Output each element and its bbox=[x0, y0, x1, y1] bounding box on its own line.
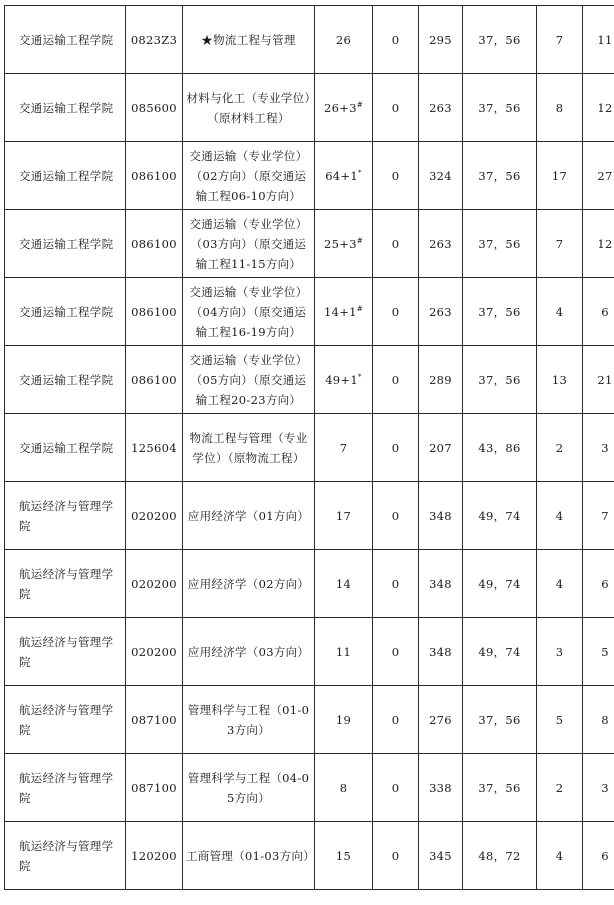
exempt-text: 0 bbox=[391, 576, 400, 591]
major-code-cell bbox=[126, 142, 183, 210]
plan-text: 15 bbox=[335, 848, 352, 863]
exempt-cell bbox=[373, 74, 419, 142]
count-b-cell bbox=[583, 346, 614, 414]
table-row bbox=[5, 686, 614, 754]
count-b-text: 6 bbox=[601, 848, 609, 863]
count-b-text: 5 bbox=[601, 644, 609, 659]
major-code-cell bbox=[126, 74, 183, 142]
plan-text: 8 bbox=[339, 780, 348, 795]
college-cell bbox=[5, 210, 126, 278]
count-a-cell bbox=[537, 278, 583, 346]
plan-cell bbox=[315, 142, 373, 210]
college-cell bbox=[5, 278, 126, 346]
college-cell bbox=[5, 6, 126, 74]
major-name-text: 应用经济学（01方向） bbox=[187, 508, 310, 523]
major-name-cell bbox=[183, 618, 315, 686]
major-name-text: 交通运输（专业学位）（04方向）（原交通运输工程16-19方向） bbox=[189, 284, 308, 339]
major-name-text: 交通运输（专业学位）（05方向）（原交通运输工程20-23方向） bbox=[189, 352, 308, 407]
plan-text: 26+3 bbox=[324, 100, 357, 115]
college-cell bbox=[5, 74, 126, 142]
major-code-cell bbox=[126, 822, 183, 890]
total-score-text: 263 bbox=[429, 304, 452, 319]
subject-lines-text: 37，56 bbox=[478, 304, 521, 319]
subject-lines-text: 43，86 bbox=[478, 440, 521, 455]
total-score-text: 345 bbox=[429, 848, 452, 863]
major-name-text: 管理科学与工程（04-05方向） bbox=[187, 770, 310, 805]
college-text: 航运经济与管理学院 bbox=[19, 770, 114, 805]
total-score-text: 263 bbox=[429, 236, 452, 251]
count-a-text: 2 bbox=[555, 780, 564, 795]
count-b-text: 6 bbox=[601, 304, 609, 319]
plan-text: 64+1 bbox=[325, 168, 358, 183]
count-b-text: 11 bbox=[597, 32, 613, 47]
count-a-cell bbox=[537, 822, 583, 890]
count-a-text: 4 bbox=[555, 304, 564, 319]
major-code-cell bbox=[126, 278, 183, 346]
major-code-text: 086100 bbox=[131, 304, 177, 319]
plan-cell bbox=[315, 414, 373, 482]
major-name-cell bbox=[183, 142, 315, 210]
table-row bbox=[5, 482, 614, 550]
subject-lines-text: 37，56 bbox=[478, 32, 521, 47]
major-code-text: 020200 bbox=[131, 576, 177, 591]
college-cell bbox=[5, 822, 126, 890]
subject-lines-cell bbox=[463, 618, 537, 686]
exempt-cell bbox=[373, 618, 419, 686]
subject-lines-cell bbox=[463, 822, 537, 890]
subject-lines-text: 37，56 bbox=[478, 100, 521, 115]
major-code-text: 0823Z3 bbox=[130, 32, 178, 47]
major-code-cell bbox=[126, 754, 183, 822]
count-b-text: 12 bbox=[597, 236, 613, 251]
college-text: 航运经济与管理学院 bbox=[19, 634, 114, 669]
exempt-cell bbox=[373, 550, 419, 618]
total-score-cell bbox=[419, 6, 463, 74]
count-b-cell bbox=[583, 482, 614, 550]
exempt-text: 0 bbox=[391, 100, 400, 115]
count-b-cell bbox=[583, 210, 614, 278]
major-code-text: 020200 bbox=[131, 644, 177, 659]
major-name-cell bbox=[183, 74, 315, 142]
total-score-text: 289 bbox=[429, 372, 452, 387]
major-name-text: 管理科学与工程（01-03方向） bbox=[187, 702, 310, 737]
count-b-text: 3 bbox=[601, 780, 609, 795]
total-score-text: 263 bbox=[429, 100, 452, 115]
subject-lines-text: 49，74 bbox=[478, 508, 521, 523]
subject-lines-text: 37，56 bbox=[478, 168, 521, 183]
total-score-text: 348 bbox=[429, 508, 452, 523]
subject-lines-text: 37，56 bbox=[478, 372, 521, 387]
table-row bbox=[5, 822, 614, 890]
plan-mark: # bbox=[356, 304, 363, 313]
major-code-text: 086100 bbox=[131, 236, 177, 251]
table-row bbox=[5, 550, 614, 618]
major-name-cell bbox=[183, 754, 315, 822]
major-name-cell bbox=[183, 550, 315, 618]
major-code-cell bbox=[126, 414, 183, 482]
exempt-text: 0 bbox=[391, 712, 400, 727]
count-a-text: 2 bbox=[555, 440, 564, 455]
admissions-table bbox=[4, 5, 614, 890]
exempt-cell bbox=[373, 346, 419, 414]
major-name-text: 应用经济学（03方向） bbox=[187, 644, 310, 659]
major-name-text: 应用经济学（02方向） bbox=[187, 576, 310, 591]
count-a-cell bbox=[537, 686, 583, 754]
subject-lines-cell bbox=[463, 550, 537, 618]
count-a-cell bbox=[537, 618, 583, 686]
major-code-cell bbox=[126, 686, 183, 754]
count-a-cell bbox=[537, 414, 583, 482]
exempt-text: 0 bbox=[391, 168, 400, 183]
exempt-cell bbox=[373, 482, 419, 550]
count-a-text: 7 bbox=[555, 236, 564, 251]
college-cell bbox=[5, 142, 126, 210]
exempt-text: 0 bbox=[391, 236, 400, 251]
plan-text: 17 bbox=[335, 508, 352, 523]
plan-text: 14 bbox=[335, 576, 352, 591]
subject-lines-text: 49，74 bbox=[478, 644, 521, 659]
count-a-cell bbox=[537, 754, 583, 822]
plan-cell bbox=[315, 686, 373, 754]
count-a-text: 4 bbox=[555, 508, 564, 523]
total-score-cell bbox=[419, 278, 463, 346]
major-name-cell bbox=[183, 6, 315, 74]
subject-lines-cell bbox=[463, 414, 537, 482]
plan-cell bbox=[315, 74, 373, 142]
table-row bbox=[5, 278, 614, 346]
count-a-cell bbox=[537, 482, 583, 550]
plan-mark: # bbox=[356, 236, 363, 245]
count-a-cell bbox=[537, 550, 583, 618]
total-score-text: 295 bbox=[429, 32, 452, 47]
college-cell bbox=[5, 550, 126, 618]
total-score-cell bbox=[419, 74, 463, 142]
subject-lines-cell bbox=[463, 278, 537, 346]
count-a-text: 13 bbox=[551, 372, 568, 387]
major-code-text: 125604 bbox=[131, 440, 177, 455]
subject-lines-cell bbox=[463, 482, 537, 550]
college-text: 航运经济与管理学院 bbox=[19, 838, 114, 873]
exempt-text: 0 bbox=[391, 848, 400, 863]
count-b-text: 12 bbox=[597, 100, 613, 115]
count-a-text: 17 bbox=[551, 168, 568, 183]
subject-lines-cell bbox=[463, 346, 537, 414]
major-code-cell bbox=[126, 618, 183, 686]
total-score-cell bbox=[419, 482, 463, 550]
count-a-cell bbox=[537, 210, 583, 278]
college-text: 航运经济与管理学院 bbox=[19, 702, 114, 737]
major-name-cell bbox=[183, 414, 315, 482]
total-score-text: 338 bbox=[429, 780, 452, 795]
count-b-cell bbox=[583, 822, 614, 890]
exempt-cell bbox=[373, 142, 419, 210]
count-a-text: 8 bbox=[555, 100, 564, 115]
subject-lines-text: 37，56 bbox=[478, 780, 521, 795]
subject-lines-cell bbox=[463, 74, 537, 142]
major-code-cell bbox=[126, 6, 183, 74]
count-b-cell bbox=[583, 278, 614, 346]
plan-cell bbox=[315, 754, 373, 822]
plan-cell bbox=[315, 618, 373, 686]
count-b-text: 6 bbox=[601, 576, 609, 591]
plan-text: 7 bbox=[339, 440, 348, 455]
college-text: 交通运输工程学院 bbox=[19, 100, 114, 115]
total-score-cell bbox=[419, 618, 463, 686]
count-b-text: 7 bbox=[601, 508, 609, 523]
plan-cell bbox=[315, 346, 373, 414]
plan-text: 14+1 bbox=[324, 304, 357, 319]
total-score-cell bbox=[419, 210, 463, 278]
major-name-text: 材料与化工（专业学位）（原材料工程） bbox=[186, 90, 311, 125]
count-b-cell bbox=[583, 414, 614, 482]
major-name-cell bbox=[183, 482, 315, 550]
table-row bbox=[5, 618, 614, 686]
plan-cell bbox=[315, 822, 373, 890]
college-cell bbox=[5, 618, 126, 686]
college-text: 交通运输工程学院 bbox=[19, 372, 114, 387]
subject-lines-cell bbox=[463, 686, 537, 754]
exempt-cell bbox=[373, 822, 419, 890]
table-row bbox=[5, 414, 614, 482]
count-b-cell bbox=[583, 6, 614, 74]
major-code-cell bbox=[126, 482, 183, 550]
table-row bbox=[5, 74, 614, 142]
major-code-text: 087100 bbox=[131, 780, 177, 795]
table-row bbox=[5, 142, 614, 210]
major-code-text: 085600 bbox=[131, 100, 177, 115]
total-score-cell bbox=[419, 346, 463, 414]
count-a-text: 7 bbox=[555, 32, 564, 47]
subject-lines-cell bbox=[463, 142, 537, 210]
total-score-text: 324 bbox=[429, 168, 452, 183]
exempt-text: 0 bbox=[391, 372, 400, 387]
major-name-text: 物流工程与管理（专业学位）（原物流工程） bbox=[189, 430, 308, 465]
college-text: 航运经济与管理学院 bbox=[19, 566, 114, 601]
plan-text: 11 bbox=[335, 644, 352, 659]
college-text: 交通运输工程学院 bbox=[19, 440, 114, 455]
plan-mark: * bbox=[357, 372, 362, 381]
exempt-text: 0 bbox=[391, 440, 400, 455]
major-code-text: 020200 bbox=[131, 508, 177, 523]
major-code-text: 120200 bbox=[131, 848, 177, 863]
subject-lines-cell bbox=[463, 210, 537, 278]
subject-lines-text: 49，74 bbox=[478, 576, 521, 591]
exempt-cell bbox=[373, 686, 419, 754]
major-name-cell bbox=[183, 822, 315, 890]
count-b-cell bbox=[583, 550, 614, 618]
college-cell bbox=[5, 414, 126, 482]
exempt-cell bbox=[373, 754, 419, 822]
major-name-text: 工商管理（01-03方向） bbox=[186, 848, 316, 863]
table-row bbox=[5, 754, 614, 822]
college-cell bbox=[5, 482, 126, 550]
plan-text: 25+3 bbox=[324, 236, 357, 251]
major-code-text: 087100 bbox=[131, 712, 177, 727]
major-name-cell bbox=[183, 278, 315, 346]
count-b-text: 8 bbox=[601, 712, 609, 727]
table-row bbox=[5, 210, 614, 278]
table-row bbox=[5, 346, 614, 414]
count-b-cell bbox=[583, 686, 614, 754]
exempt-cell bbox=[373, 414, 419, 482]
count-b-text: 27 bbox=[597, 168, 613, 183]
total-score-text: 348 bbox=[429, 644, 452, 659]
total-score-text: 348 bbox=[429, 576, 452, 591]
college-text: 交通运输工程学院 bbox=[19, 236, 114, 251]
college-cell bbox=[5, 346, 126, 414]
plan-cell bbox=[315, 278, 373, 346]
major-code-cell bbox=[126, 346, 183, 414]
major-code-text: 086100 bbox=[131, 372, 177, 387]
plan-mark: # bbox=[356, 100, 363, 109]
total-score-cell bbox=[419, 142, 463, 210]
major-code-text: 086100 bbox=[131, 168, 177, 183]
count-a-text: 4 bbox=[555, 848, 564, 863]
major-name-text: 交通运输（专业学位）（02方向）（原交通运输工程06-10方向） bbox=[189, 148, 308, 203]
college-text: 交通运输工程学院 bbox=[19, 304, 114, 319]
exempt-text: 0 bbox=[391, 644, 400, 659]
major-code-cell bbox=[126, 210, 183, 278]
major-name-cell bbox=[183, 686, 315, 754]
college-cell bbox=[5, 686, 126, 754]
total-score-cell bbox=[419, 550, 463, 618]
exempt-cell bbox=[373, 210, 419, 278]
subject-lines-cell bbox=[463, 6, 537, 74]
total-score-text: 207 bbox=[429, 440, 452, 455]
count-a-cell bbox=[537, 6, 583, 74]
subject-lines-text: 37，56 bbox=[478, 236, 521, 251]
count-a-cell bbox=[537, 74, 583, 142]
count-b-cell bbox=[583, 754, 614, 822]
plan-cell bbox=[315, 6, 373, 74]
count-b-text: 3 bbox=[601, 440, 609, 455]
major-code-cell bbox=[126, 550, 183, 618]
exempt-text: 0 bbox=[391, 32, 400, 47]
table-row bbox=[5, 6, 614, 74]
subject-lines-cell bbox=[463, 754, 537, 822]
exempt-text: 0 bbox=[391, 304, 400, 319]
count-a-text: 4 bbox=[555, 576, 564, 591]
plan-text: 26 bbox=[335, 32, 352, 47]
exempt-text: 0 bbox=[391, 780, 400, 795]
plan-cell bbox=[315, 210, 373, 278]
table-body bbox=[5, 6, 614, 890]
plan-cell bbox=[315, 482, 373, 550]
major-name-cell bbox=[183, 346, 315, 414]
college-text: 航运经济与管理学院 bbox=[19, 498, 114, 533]
exempt-text: 0 bbox=[391, 508, 400, 523]
total-score-cell bbox=[419, 414, 463, 482]
plan-text: 19 bbox=[335, 712, 352, 727]
college-text: 交通运输工程学院 bbox=[19, 168, 114, 183]
subject-lines-text: 48，72 bbox=[478, 848, 521, 863]
count-b-text: 21 bbox=[597, 372, 613, 387]
exempt-cell bbox=[373, 278, 419, 346]
total-score-cell bbox=[419, 822, 463, 890]
plan-text: 49+1 bbox=[325, 372, 358, 387]
plan-cell bbox=[315, 550, 373, 618]
subject-lines-text: 37，56 bbox=[478, 712, 521, 727]
college-text: 交通运输工程学院 bbox=[19, 32, 114, 47]
count-b-cell bbox=[583, 618, 614, 686]
total-score-text: 276 bbox=[429, 712, 452, 727]
count-a-text: 3 bbox=[555, 644, 564, 659]
college-cell bbox=[5, 754, 126, 822]
major-name-text: 交通运输（专业学位）（03方向）（原交通运输工程11-15方向） bbox=[189, 216, 308, 271]
count-a-cell bbox=[537, 142, 583, 210]
major-name-text: ★物流工程与管理 bbox=[201, 32, 296, 47]
total-score-cell bbox=[419, 754, 463, 822]
count-b-cell bbox=[583, 74, 614, 142]
total-score-cell bbox=[419, 686, 463, 754]
count-a-text: 5 bbox=[555, 712, 564, 727]
count-b-cell bbox=[583, 142, 614, 210]
exempt-cell bbox=[373, 6, 419, 74]
plan-mark: * bbox=[357, 168, 362, 177]
count-a-cell bbox=[537, 346, 583, 414]
major-name-cell bbox=[183, 210, 315, 278]
